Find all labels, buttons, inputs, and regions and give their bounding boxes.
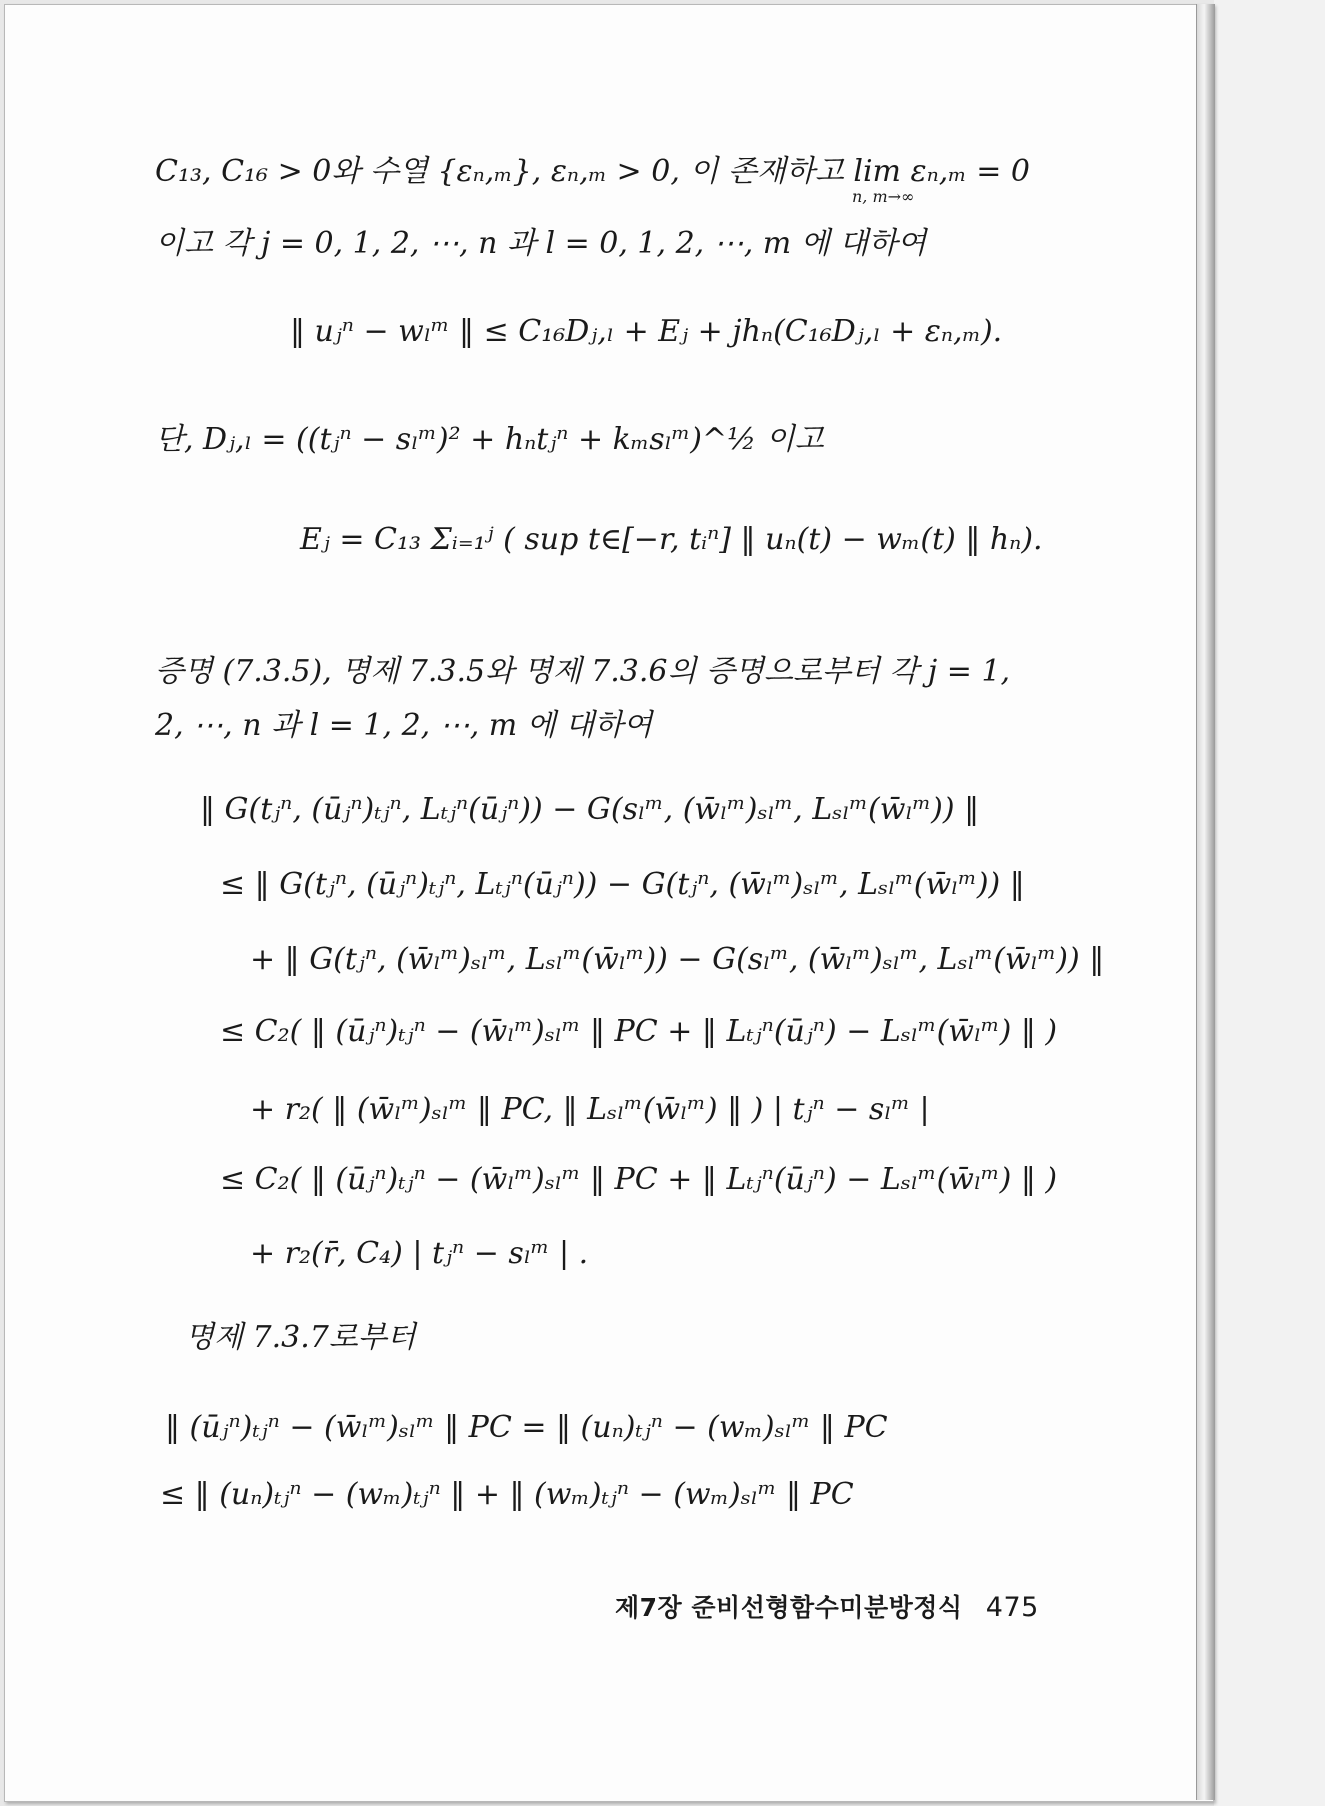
proof-line-2: 2, ⋯, n 과 l = 1, 2, ⋯, m 에 대하여 — [155, 708, 653, 743]
page-footer — [615, 1588, 1039, 1624]
ineq-line-4: ≤ C₂( ‖ (ūⱼⁿ)ₜⱼⁿ − (w̄ₗᵐ)ₛₗᵐ ‖ PC + ‖ Lₜⱼⁿ(ūⱼⁿ) − Lₛₗᵐ(w̄ₗᵐ) ‖ ) — [220, 1014, 1058, 1049]
equation-ej: Eⱼ = C₁₃ Σᵢ₌₁ʲ ( sup t∈[−r, tᵢⁿ] ‖ uₙ(t) − wₘ(t) ‖ hₙ). — [300, 522, 1043, 557]
equation-1: ‖ uⱼⁿ − wₗᵐ ‖ ≤ C₁₆Dⱼ,ₗ + Eⱼ + jhₙ(C₁₆Dⱼ,ₗ + εₙ,ₘ). — [290, 314, 1003, 349]
ineq-line-8: ‖ (ūⱼⁿ)ₜⱼⁿ − (w̄ₗᵐ)ₛₗᵐ ‖ PC = ‖ (uₙ)ₜⱼⁿ − (wₘ)ₛₗᵐ ‖ PC — [165, 1410, 888, 1445]
line-2: 이고 각 j = 0, 1, 2, ⋯, n 과 l = 0, 1, 2, ⋯, m 에 대하여 — [155, 226, 927, 261]
ineq-line-2: ≤ ‖ G(tⱼⁿ, (ūⱼⁿ)ₜⱼⁿ, Lₜⱼⁿ(ūⱼⁿ)) − G(tⱼⁿ, (w̄ₗᵐ)ₛₗᵐ, Lₛₗᵐ(w̄ₗᵐ)) ‖ — [220, 867, 1025, 902]
proof-line-1: 증명 (7.3.5), 명제 7.3.5와 명제 7.3.6의 증명으로부터 각 j = 1, — [155, 654, 1011, 689]
ineq-line-5: + r₂( ‖ (w̄ₗᵐ)ₛₗᵐ ‖ PC, ‖ Lₛₗᵐ(w̄ₗᵐ) ‖ ) | tⱼⁿ − sₗᵐ | — [250, 1092, 930, 1127]
chapter-title: 제7장 준비선형함수미분방정식 — [615, 1593, 963, 1622]
line-dji: 단, Dⱼ,ₗ = ((tⱼⁿ − sₗᵐ)² + hₙtⱼⁿ + kₘsₗᵐ)^½ 이고 — [155, 422, 824, 457]
ineq-line-1: ‖ G(tⱼⁿ, (ūⱼⁿ)ₜⱼⁿ, Lₜⱼⁿ(ūⱼⁿ)) − G(sₗᵐ, (w̄ₗᵐ)ₛₗᵐ, Lₛₗᵐ(w̄ₗᵐ)) ‖ — [200, 792, 980, 827]
ineq-line-9: ≤ ‖ (uₙ)ₜⱼⁿ − (wₘ)ₜⱼⁿ ‖ + ‖ (wₘ)ₜⱼⁿ − (wₘ)ₛₗᵐ ‖ PC — [160, 1477, 854, 1512]
line-1: C₁₃, C₁₆ > 0와 수열 {εₙ,ₘ}, εₙ,ₘ > 0, 이 존재하고 lim εₙ,ₘ = 0 — [155, 154, 1031, 189]
proposition-ref: 명제 7.3.7로부터 — [185, 1320, 416, 1355]
page-edge — [1196, 4, 1215, 1800]
ineq-line-3: + ‖ G(tⱼⁿ, (w̄ₗᵐ)ₛₗᵐ, Lₛₗᵐ(w̄ₗᵐ)) − G(sₗᵐ, (w̄ₗᵐ)ₛₗᵐ, Lₛₗᵐ(w̄ₗᵐ)) ‖ — [250, 942, 1105, 977]
ineq-line-6: ≤ C₂( ‖ (ūⱼⁿ)ₜⱼⁿ − (w̄ₗᵐ)ₛₗᵐ ‖ PC + ‖ Lₜⱼⁿ(ūⱼⁿ) − Lₛₗᵐ(w̄ₗᵐ) ‖ ) — [220, 1162, 1058, 1197]
limit-subscript: n, m→∞ — [852, 187, 915, 206]
page-number: 475 — [985, 1592, 1039, 1623]
ineq-line-7: + r₂(r̄, C₄) | tⱼⁿ − sₗᵐ | . — [250, 1236, 589, 1271]
background-margin — [1214, 0, 1325, 1806]
